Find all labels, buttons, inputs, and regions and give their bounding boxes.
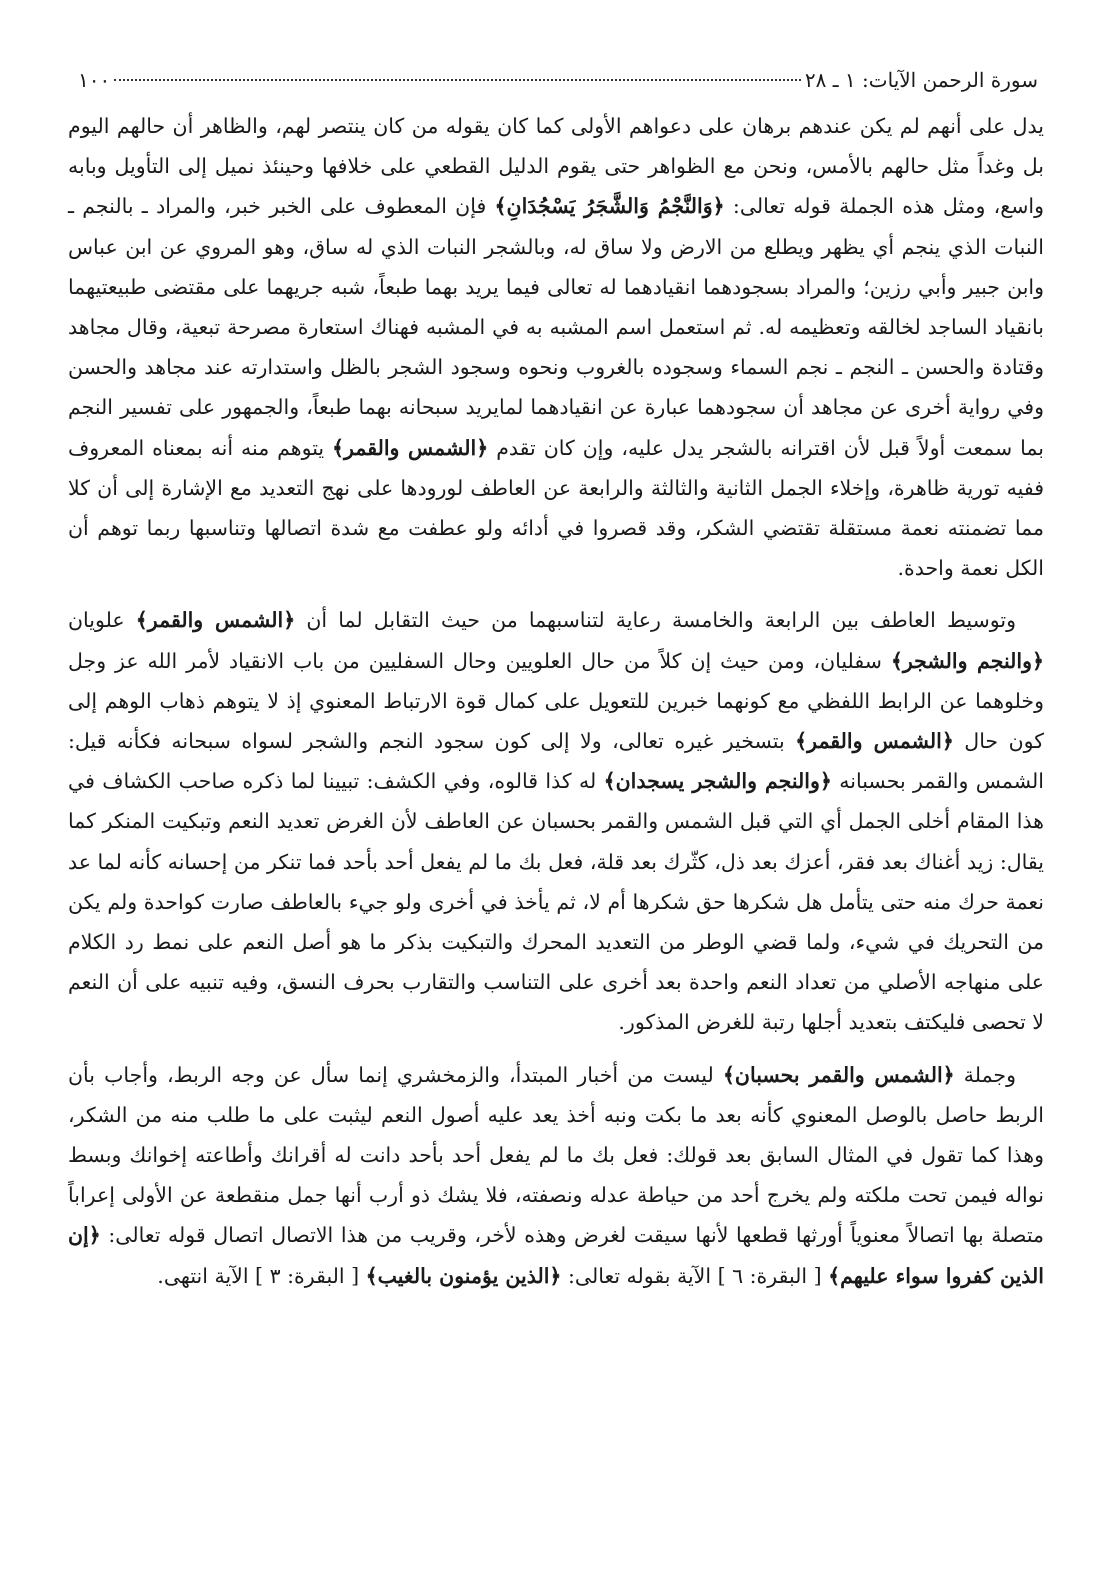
dotted-leader <box>114 79 801 81</box>
quran-quote: ﴿الشمس والقمر بحسبان﴾ <box>722 1062 955 1087</box>
quran-quote: ﴿الشمس والقمر﴾ <box>135 608 296 633</box>
quran-quote: ﴿وَالنَّجْمُ وَالشَّجَرُ يَسْجُدَانِ﴾ <box>494 194 725 219</box>
page-number: ١٠٠ <box>78 68 111 92</box>
text-run: وجملة <box>954 1062 1017 1087</box>
text-run: بتسخير غيره تعالى، ولا إلى كون سجود النجم والشجر لسواه سبحانه فكأنه قيل: الشمس والقمر بحسبانه <box>68 729 1044 794</box>
quran-quote: ﴿إن الذين كفروا سواء عليهم﴾ <box>68 1223 1044 1288</box>
text-run: له كذا قالوه، وفي الكشف: تبيينا لما ذكره صاحب الكشاف في هذا المقام أخلى الجمل أي التي قبل الشمس والقمر بحسبان عن العاطف لأن الغرض تعديد النعم وتبكيت المنكر كما يقال: زيد أغناك بعد فقر، أعزك بعد ذل، كثّرك بعد قلة، فعل بك ما لم يفعل أحد بأحد فما تنكر من إحسانه كأنه لما عد نعمة حرك منه حتى يتأمل هل شكرها حق شكرها أم لا، ثم يأخذ في أخرى ولو جيء بالعاطف صارت كواحدة ولم يكن من التحريك في شيء، ولما قضي الوطر من التعديد المحرك والتبكيت بذكر ما هو أصل النعم على نمط رد الكلام على منهاجه الأصلي من تعداد النعم واحدة بعد أخرى على التناسب والتقارب بحرف النسق، وفيه تنبيه على أن النعم لا تحصى فليكتف بتعديد أجلها رتبة للغرض المذكور. <box>68 769 1044 1035</box>
paragraph <box>68 106 1044 588</box>
page <box>68 62 1044 1308</box>
quran-quote: ﴿والنجم والشجر﴾ <box>890 648 1044 673</box>
quran-quote: ﴿الشمس والقمر﴾ <box>795 729 954 754</box>
text-run: [ البقرة: ٦ ] الآية بقوله تعالى: <box>561 1263 829 1288</box>
surah-title: سورة الرحمن الآيات: ١ ـ ٢٨ <box>804 68 1038 92</box>
text-run: علويان <box>68 608 136 633</box>
text-run: يدل على أنهم لم يكن عندهم برهان على دعواهم الأولى كما كان يقوله من كان ينتصر لهم، والظاهر أن حالهم اليوم بل وغداً مثل حالهم بالأمس، ونحن مع الظواهر حتى يقوم الدليل القطعي على خلافها وحينئذ نميل إلى التأويل وبابه واسع، ومثل هذه الجملة قوله تعالى: <box>68 114 1044 219</box>
text-run: فإن المعطوف على الخبر خبر، والمراد ـ بالنجم ـ النبات الذي ينجم أي يظهر ويطلع من الارض ولا ساق له، وبالشجر النبات الذي له ساق، وهو المروي عن ابن عباس وابن جبير وأبي رزين؛ والمراد بسجودهما انقيادهما له تعالى فيما يريد بهما طبعاً، شبه جريهما على مقتضى طبيعتيهما بانقياد الساجد لخالقه وتعظيمه له. ثم استعمل اسم المشبه به في المشبه فهناك استعارة مصرحة تبعية، وقال مجاهد وقتادة والحسن ـ النجم ـ نجم السماء وسجوده بالغروب ونحوه وسجود الشجر بالظل واستدارته عند مجاهد والحسن وفي رواية أخرى عن مجاهد أن سجودهما عبارة عن انقيادهما لمايريد سبحانه بهما طبعاً، والجمهور على تفسير النجم بما سمعت أولاً قبل لأن اقترانه بالشجر يدل عليه، وإن كان تقدم <box>68 194 1044 460</box>
quran-quote: ﴿الشمس والقمر﴾ <box>332 435 489 460</box>
running-header <box>68 62 1044 98</box>
quran-quote: ﴿الذين يؤمنون بالغيب﴾ <box>365 1263 562 1288</box>
body-text <box>68 106 1044 1296</box>
quran-quote: ﴿والنجم والشجر يسجدان﴾ <box>603 769 832 794</box>
paragraph <box>68 1055 1044 1296</box>
text-run: يتوهم منه أنه بمعناه المعروف ففيه تورية ظاهرة، وإخلاء الجمل الثانية والثالثة والرابعة عن العاطف لورودها على نهج التعديد مع الإشارة إلى أن كلا مما تضمنته نعمة مستقلة تقتضي الشكر، وقد قصروا في أدائه ولو عطفت مع شدة اتصالها وتناسبها ربما توهم أن الكل نعمة واحدة. <box>68 435 1044 581</box>
text-run: سفليان، ومن حيث إن كلاً من حال العلويين وحال السفليين من باب الانقياد لأمر الله عز وجل وخلوهما عن الرابط اللفظي مع كونهما خبرين للتعويل على كمال قوة الارتباط المعنوي إذ لا يتوهم ذهاب الوهم إلى كون حال <box>68 648 1044 754</box>
paragraph <box>68 600 1044 1042</box>
text-run: وتوسيط العاطف بين الرابعة والخامسة رعاية لتناسبهما من حيث التقابل لما أن <box>295 608 1016 633</box>
text-run: ليست من أخبار المبتدأ، والزمخشري إنما سأل عن وجه الربط، وأجاب بأن الربط حاصل بالوصل المعنوي كأنه بعد ما بكت ونبه أخذ يعد عليه أصول النعم ليثبت على ما طلب منه من الشكر، وهذا كما تقول في المثال السابق بعد قولك: فعل بك ما لم يفعل أحد بأحد دانت له أقرانك وأطاعته إخوانك وبسط نواله فيمن تحت ملكته ولم يخرج أحد من حياطة عدله ونصفته، فلا يشك ذو أرب أنها جمل منقطعة عن الأولى إعراباً متصلة بها اتصالاً معنوياً أورثها قطعها لأنها سيقت لغرض وهذه لأخر، وقريب من هذا الاتصال اتصال قوله تعالى: <box>68 1062 1044 1248</box>
text-run: [ البقرة: ٣ ] الآية انتهى. <box>157 1263 366 1288</box>
